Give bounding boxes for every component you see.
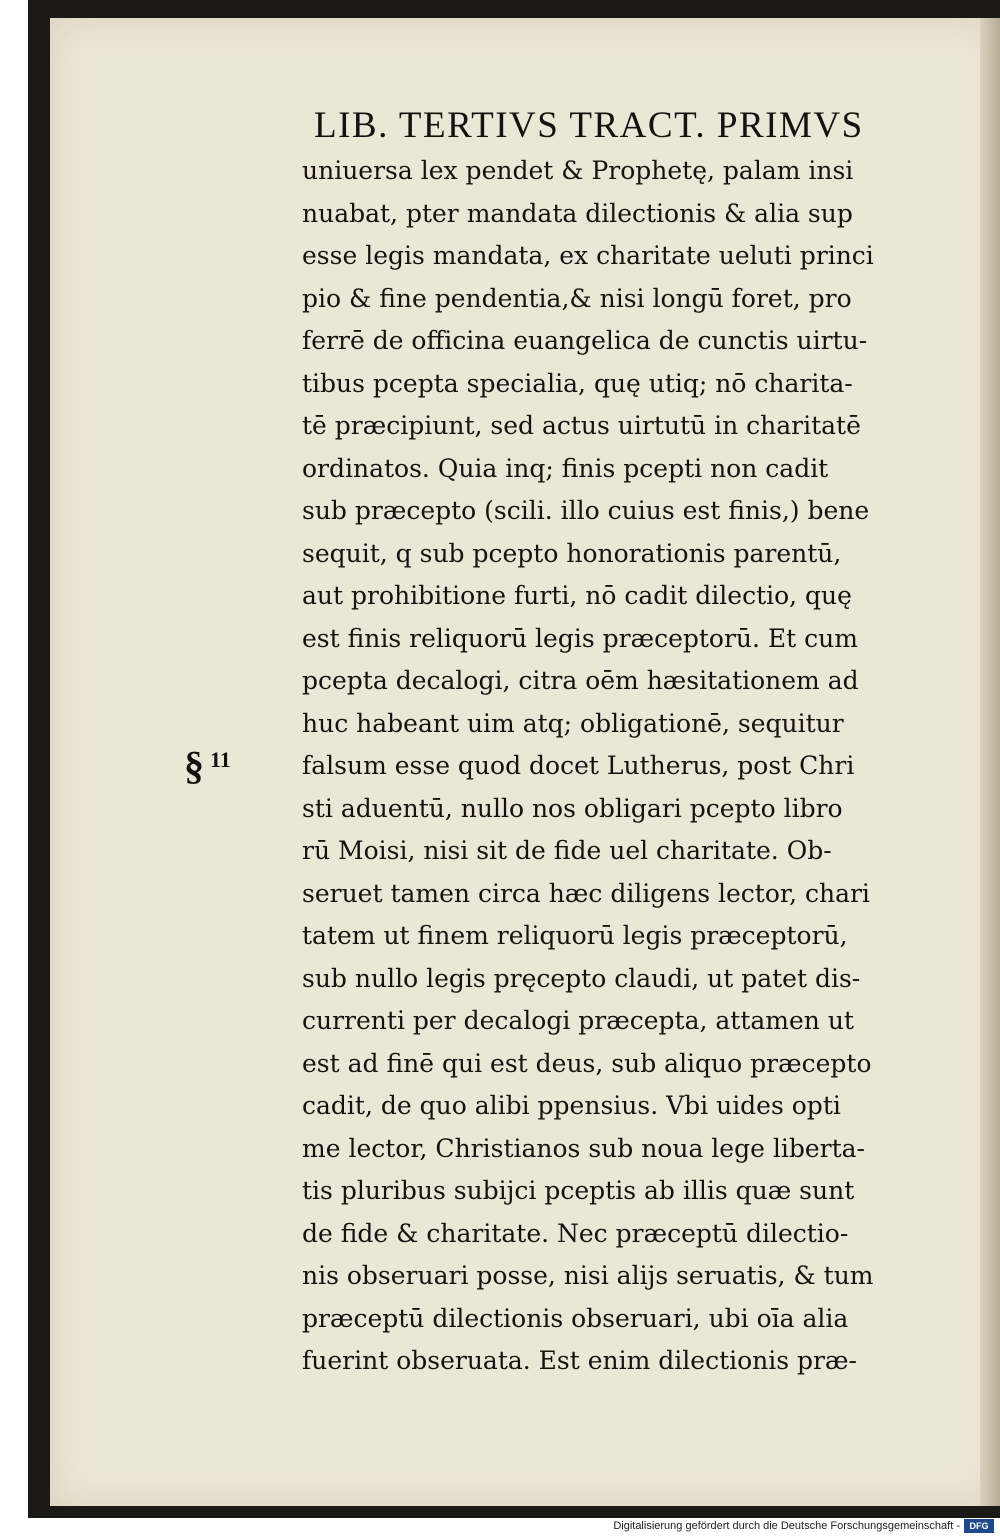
text-line: tatem ut finem reliquorū legis præceptorū, [302,921,848,950]
text-line: rū Moisi, nisi sit de fide uel charitate. Ob- [302,836,832,865]
text-line: esse legis mandata, ex charitate ueluti princi [302,241,874,270]
text-line: est finis reliquorū legis præceptorū. Et cum [302,623,858,653]
text-line: currenti per decalogi præcepta, attamen ut [302,1006,854,1035]
funding-credit: Digitalisierung gefördert durch die Deutsche Forschungsgemeinschaft - [613,1520,960,1532]
marginal-section-mark [184,742,231,789]
text-line: me lector, Christianos sub noua lege liberta- [302,1133,865,1163]
text-line: tibus pcepta specialia, quę utiq; nō charita- [302,368,853,398]
text-line: de fide & charitate. Nec præceptū dilectio- [302,1218,849,1248]
text-line: tis pluribus subijci pceptis ab illis quæ sunt [302,1176,855,1205]
text-line: falsum esse quod docet Lutherus, post Chri [302,751,855,780]
text-line: nuabat, pter mandata dilectionis & alia sup [302,198,853,228]
text-line: seruet tamen circa hæc diligens lector, chari [302,878,870,908]
text-line: huc habeant uim atq; obligationē, sequitur [302,708,844,738]
dfg-logo: DFG [964,1519,994,1533]
text-line: præceptū dilectionis obseruari, ubi oīa alia [302,1303,849,1333]
section-symbol: § [184,743,204,788]
section-number: 11 [210,747,231,772]
running-head: LIB. TERTIVS TRACT. PRIMVS [314,105,864,146]
text-line: cadit, de quo alibi ppensius. Vbi uides opti [302,1091,841,1120]
text-line: pcepta decalogi, citra oēm hæsitationem ad [302,666,859,695]
text-line: sub præcepto (scili. illo cuius est finis,) bene [302,496,870,525]
text-line: sequit, q sub pcepto honorationis parentū, [302,538,842,568]
text-line: sub nullo legis pręcepto claudi, ut patet dis- [302,963,861,993]
text-line: ferrē de officina euangelica de cunctis uirtu- [302,326,868,355]
text-line: tē præcipiunt, sed actus uirtutū in charitatē [302,411,861,440]
text-line: aut prohibitione furti, nō cadit dilectio, quę [302,581,852,610]
text-line: sti aduentū, nullo nos obligari pcepto libro [302,793,843,823]
body-text [302,150,942,1383]
text-line: nis obseruari posse, nisi alijs seruatis, & tum [302,1261,874,1290]
text-line: pio & fine pendentia,& nisi longū foret, pro [302,283,852,313]
text-line: ordinatos. Quia inq; finis pcepti non cadit [302,453,829,483]
page-edge [980,18,1000,1506]
text-line: fuerint obseruata. Est enim dilectionis præ- [302,1346,857,1375]
text-line: est ad finē qui est deus, sub aliquo præcepto [302,1048,872,1078]
text-line: uniuersa lex pendet & Prophetę, palam insi [302,156,854,185]
